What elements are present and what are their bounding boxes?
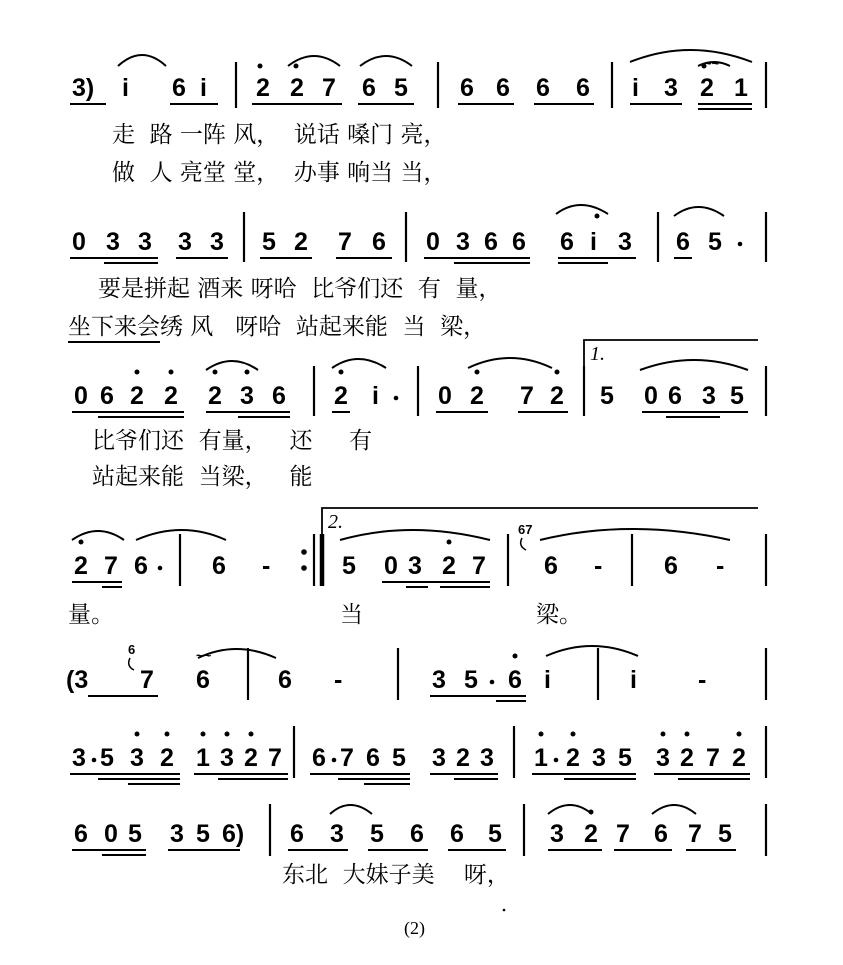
note: i — [544, 666, 551, 694]
note: i — [590, 228, 597, 256]
note: 2 — [334, 382, 348, 410]
note: 3 — [72, 744, 86, 772]
note: 6 — [496, 74, 510, 102]
note: - — [594, 552, 603, 580]
note: 3 — [240, 382, 254, 410]
note: 5 — [708, 228, 722, 256]
page-number: (2) — [404, 918, 425, 938]
note: 7 — [104, 552, 118, 580]
note: 3 — [664, 74, 678, 102]
note: 6 — [278, 666, 292, 694]
note: 3 — [432, 744, 446, 772]
note: - — [262, 552, 271, 580]
lyric-verse-1: 比爷们还 有量， 还 有 — [92, 428, 373, 454]
note: 5 — [128, 820, 142, 848]
note: 3 — [220, 744, 234, 772]
note: i — [632, 74, 639, 102]
staff-row-4 — [68, 508, 766, 628]
lyric-verse-2: 做 人 亮堂 堂， 办事 响当 当， — [112, 160, 447, 186]
staff-row-6 — [70, 726, 766, 784]
note: - — [716, 552, 725, 580]
note: 6 — [272, 382, 286, 410]
note: 2 — [294, 228, 308, 256]
staff-row-1 — [70, 50, 766, 186]
note: 1 — [734, 74, 748, 102]
note: 6 — [450, 820, 464, 848]
note: 0 — [74, 382, 88, 410]
note: 6 — [362, 74, 376, 102]
note: 3) — [72, 74, 95, 102]
volta-1: 1. — [590, 343, 605, 365]
note: 7 — [340, 744, 354, 772]
note: i — [372, 382, 379, 410]
staff-row-5 — [66, 642, 766, 701]
note: 3 — [618, 228, 632, 256]
note: 5 — [600, 382, 614, 410]
note: 7 — [322, 74, 336, 102]
note: 5 — [394, 74, 408, 102]
lyric: 量。 — [68, 602, 114, 628]
note: 3 — [330, 820, 344, 848]
note: - — [334, 666, 343, 694]
note: 6 — [536, 74, 550, 102]
staff-row-7 — [72, 804, 766, 888]
note: 3 — [480, 744, 494, 772]
note: 3 — [702, 382, 716, 410]
volta-2: 2. — [328, 511, 343, 533]
note: 6 — [508, 666, 522, 694]
note: 3 — [550, 820, 564, 848]
lyric-verse-2: 坐下来会绣 风 呀哈 站起来能 当 梁， — [68, 314, 487, 340]
note: 5 — [100, 744, 114, 772]
note: 5 — [718, 820, 732, 848]
svg-text:~~: ~~ — [704, 56, 720, 71]
note: 3 — [656, 744, 670, 772]
note: 6 — [312, 744, 326, 772]
note: 6 — [654, 820, 668, 848]
note: 5 — [262, 228, 276, 256]
note: 6 — [372, 228, 386, 256]
note: 2 — [680, 744, 694, 772]
note: 3 — [138, 228, 152, 256]
note: 2 — [700, 74, 714, 102]
note: 6 — [74, 820, 88, 848]
note: 2 — [208, 382, 222, 410]
note: 2 — [732, 744, 746, 772]
note: 3 — [456, 228, 470, 256]
note: 6 — [484, 228, 498, 256]
note: 1 — [196, 744, 210, 772]
note: 7 — [140, 666, 154, 694]
note: 6) — [222, 820, 245, 848]
note: 5 — [392, 744, 406, 772]
note: 3 — [592, 744, 606, 772]
note: 5 — [618, 744, 632, 772]
note: 6 — [212, 552, 226, 580]
note: 3 — [210, 228, 224, 256]
note: - — [698, 666, 707, 694]
note: 3 — [178, 228, 192, 256]
note: 0 — [384, 552, 398, 580]
note: 6 — [544, 552, 558, 580]
note: 2 — [584, 820, 598, 848]
note: 2 — [470, 382, 484, 410]
note: 3 — [106, 228, 120, 256]
lyric-verse-1: 走 路 一阵 风， 说话 嗓门 亮， — [112, 122, 447, 148]
note: 2 — [290, 74, 304, 102]
note: 6 — [668, 382, 682, 410]
note: 0 — [426, 228, 440, 256]
note: 6 — [366, 744, 380, 772]
note: 5 — [730, 382, 744, 410]
note: 6 — [512, 228, 526, 256]
note: i — [630, 666, 637, 694]
note: 2 — [442, 552, 456, 580]
note: 5 — [488, 820, 502, 848]
note: 6 — [134, 552, 148, 580]
lyric-verse-1: 要是拼起 酒来 呀哈 比爷们还 有 量， — [98, 276, 502, 302]
note: 3 — [432, 666, 446, 694]
note: 6 — [196, 666, 210, 694]
note: 6 — [560, 228, 574, 256]
note: (3 — [66, 666, 89, 694]
note: 6 — [460, 74, 474, 102]
note: 2 — [566, 744, 580, 772]
note: 0 — [644, 382, 658, 410]
note: 2 — [130, 382, 144, 410]
note: 5 — [464, 666, 478, 694]
note: 0 — [72, 228, 86, 256]
lyric-verse-2: 站起来能 当梁， 能 — [92, 464, 313, 490]
note: 7 — [472, 552, 486, 580]
note: 1 — [534, 744, 548, 772]
note: 6 — [576, 74, 590, 102]
note: i — [122, 74, 129, 102]
note: 6 — [664, 552, 678, 580]
note: 5 — [196, 820, 210, 848]
note: 3 — [170, 820, 184, 848]
note: 0 — [104, 820, 118, 848]
lyric: 当 — [340, 602, 363, 628]
note: 2 — [164, 382, 178, 410]
note: 0 — [438, 382, 452, 410]
note: 6 — [290, 820, 304, 848]
grace-notes: 67 — [518, 522, 533, 537]
note: 7 — [616, 820, 630, 848]
note: 2 — [456, 744, 470, 772]
note: 6 — [172, 74, 186, 102]
lyric: 梁。 — [536, 602, 582, 628]
note: 3 — [408, 552, 422, 580]
note: 6 — [676, 228, 690, 256]
note: 2 — [256, 74, 270, 102]
note: 6 — [410, 820, 424, 848]
note: 7 — [706, 744, 720, 772]
svg-text:~~: ~~ — [196, 648, 212, 663]
note: 3 — [130, 744, 144, 772]
note: 2 — [550, 382, 564, 410]
note: 6 — [100, 382, 114, 410]
grace-notes: 6 — [128, 642, 136, 657]
note: i — [200, 74, 207, 102]
note: 5 — [370, 820, 384, 848]
note: 2 — [244, 744, 258, 772]
note: 7 — [520, 382, 534, 410]
note: 7 — [268, 744, 282, 772]
staff-row-2 — [68, 205, 766, 342]
staff-row-3 — [72, 340, 766, 490]
note: 2 — [74, 552, 88, 580]
note: 5 — [342, 552, 356, 580]
note: 2 — [160, 744, 174, 772]
lyric-verse-1: 东北 大妹子美 呀， — [282, 862, 510, 888]
note: 7 — [688, 820, 702, 848]
note: 7 — [338, 228, 352, 256]
